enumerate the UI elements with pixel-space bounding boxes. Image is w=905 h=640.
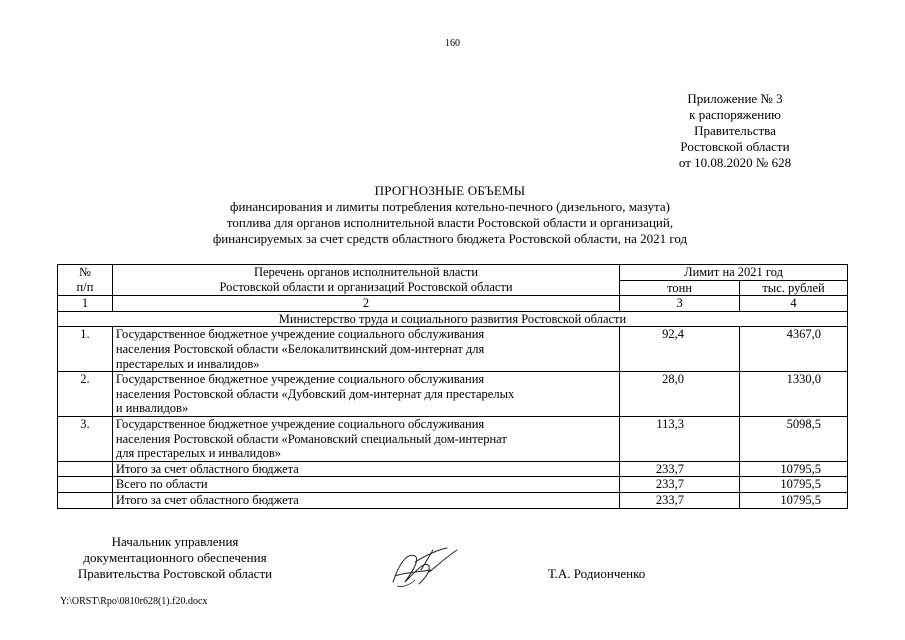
appendix-line: Приложение № 3: [687, 91, 783, 106]
signatory-position: [60, 534, 290, 582]
row-num: 2.: [58, 372, 113, 417]
table-header-row: [58, 265, 848, 281]
col-number: 1: [58, 296, 113, 312]
row-tons: 113,3: [620, 416, 740, 461]
column-number-row: [58, 296, 848, 312]
total-tons: 233,7: [620, 492, 740, 508]
page-number: 160: [445, 38, 460, 49]
total-empty-cell: [58, 492, 113, 508]
total-empty-cell: [58, 477, 113, 493]
signatory-line: документационного обеспечения: [83, 550, 267, 565]
document-title: [100, 183, 800, 247]
appendix-line: Ростовской области: [680, 139, 790, 154]
appendix-line: к распоряжению: [689, 107, 781, 122]
row-num: 3.: [58, 416, 113, 461]
section-title: Министерство труда и социального развития Ростовской области: [58, 311, 848, 327]
handwritten-signature: [385, 542, 465, 594]
table-row: [58, 372, 848, 417]
section-row: [58, 311, 848, 327]
signatory-name: Т.А. Родионченко: [548, 566, 646, 581]
row-rubles: 1330,0: [740, 372, 848, 417]
row-tons: 28,0: [620, 372, 740, 417]
row-rubles: 5098,5: [740, 416, 848, 461]
appendix-block: [660, 91, 810, 171]
header-num: № п/п: [58, 265, 113, 296]
row-name: Государственное бюджетное учреждение социального обслуживания населения Ростовской области «Белокалитвинский дом-интернат для престарелых и инвалидов»: [112, 327, 619, 372]
header-list: Перечень органов исполнительной власти Ростовской области и организаций Ростовской области: [112, 265, 619, 296]
total-rubles: 10795,5: [740, 492, 848, 508]
total-tons: 233,7: [620, 477, 740, 493]
total-row: [58, 461, 848, 477]
total-tons: 233,7: [620, 461, 740, 477]
total-empty-cell: [58, 461, 113, 477]
total-label: Итого за счет областного бюджета: [112, 492, 619, 508]
signatory-line: Начальник управления: [111, 534, 239, 549]
row-num: 1.: [58, 327, 113, 372]
header-tons: тонн: [620, 280, 740, 296]
total-row: [58, 477, 848, 493]
total-rubles: 10795,5: [740, 477, 848, 493]
header-limit: Лимит на 2021 год: [620, 265, 848, 281]
row-name: Государственное бюджетное учреждение социального обслуживания населения Ростовской области «Дубовский дом-интернат для престарелых и инвалидов»: [112, 372, 619, 417]
file-path: Y:\ORST\Rpo\0810r628(1).f20.docx: [60, 596, 208, 607]
appendix-line: Правительства: [694, 123, 776, 138]
limits-table: [57, 264, 848, 509]
appendix-line: от 10.08.2020 № 628: [678, 155, 792, 170]
title-line: финансируемых за счет средств областного бюджета Ростовской области, на 2021 год: [212, 231, 688, 246]
total-label: Всего по области: [112, 477, 619, 493]
col-number: 3: [620, 296, 740, 312]
row-rubles: 4367,0: [740, 327, 848, 372]
total-rubles: 10795,5: [740, 461, 848, 477]
title-line: топлива для органов исполнительной власти Ростовской области и организаций,: [226, 215, 674, 230]
title-line: финансирования и лимиты потребления котельно-печного (дизельного, мазута): [230, 199, 670, 214]
table-row: [58, 416, 848, 461]
row-tons: 92,4: [620, 327, 740, 372]
total-label: Итого за счет областного бюджета: [112, 461, 619, 477]
table-row: [58, 327, 848, 372]
total-row: [58, 492, 848, 508]
signatory-line: Правительства Ростовской области: [77, 566, 273, 581]
title-heading: ПРОГНОЗНЫЕ ОБЪЕМЫ: [374, 183, 526, 198]
col-number: 2: [112, 296, 619, 312]
col-number: 4: [740, 296, 848, 312]
header-rubles: тыс. рублей: [740, 280, 848, 296]
row-name: Государственное бюджетное учреждение социального обслуживания населения Ростовской области «Романовский специальный дом-интернат для престарелых и инвалидов»: [112, 416, 619, 461]
